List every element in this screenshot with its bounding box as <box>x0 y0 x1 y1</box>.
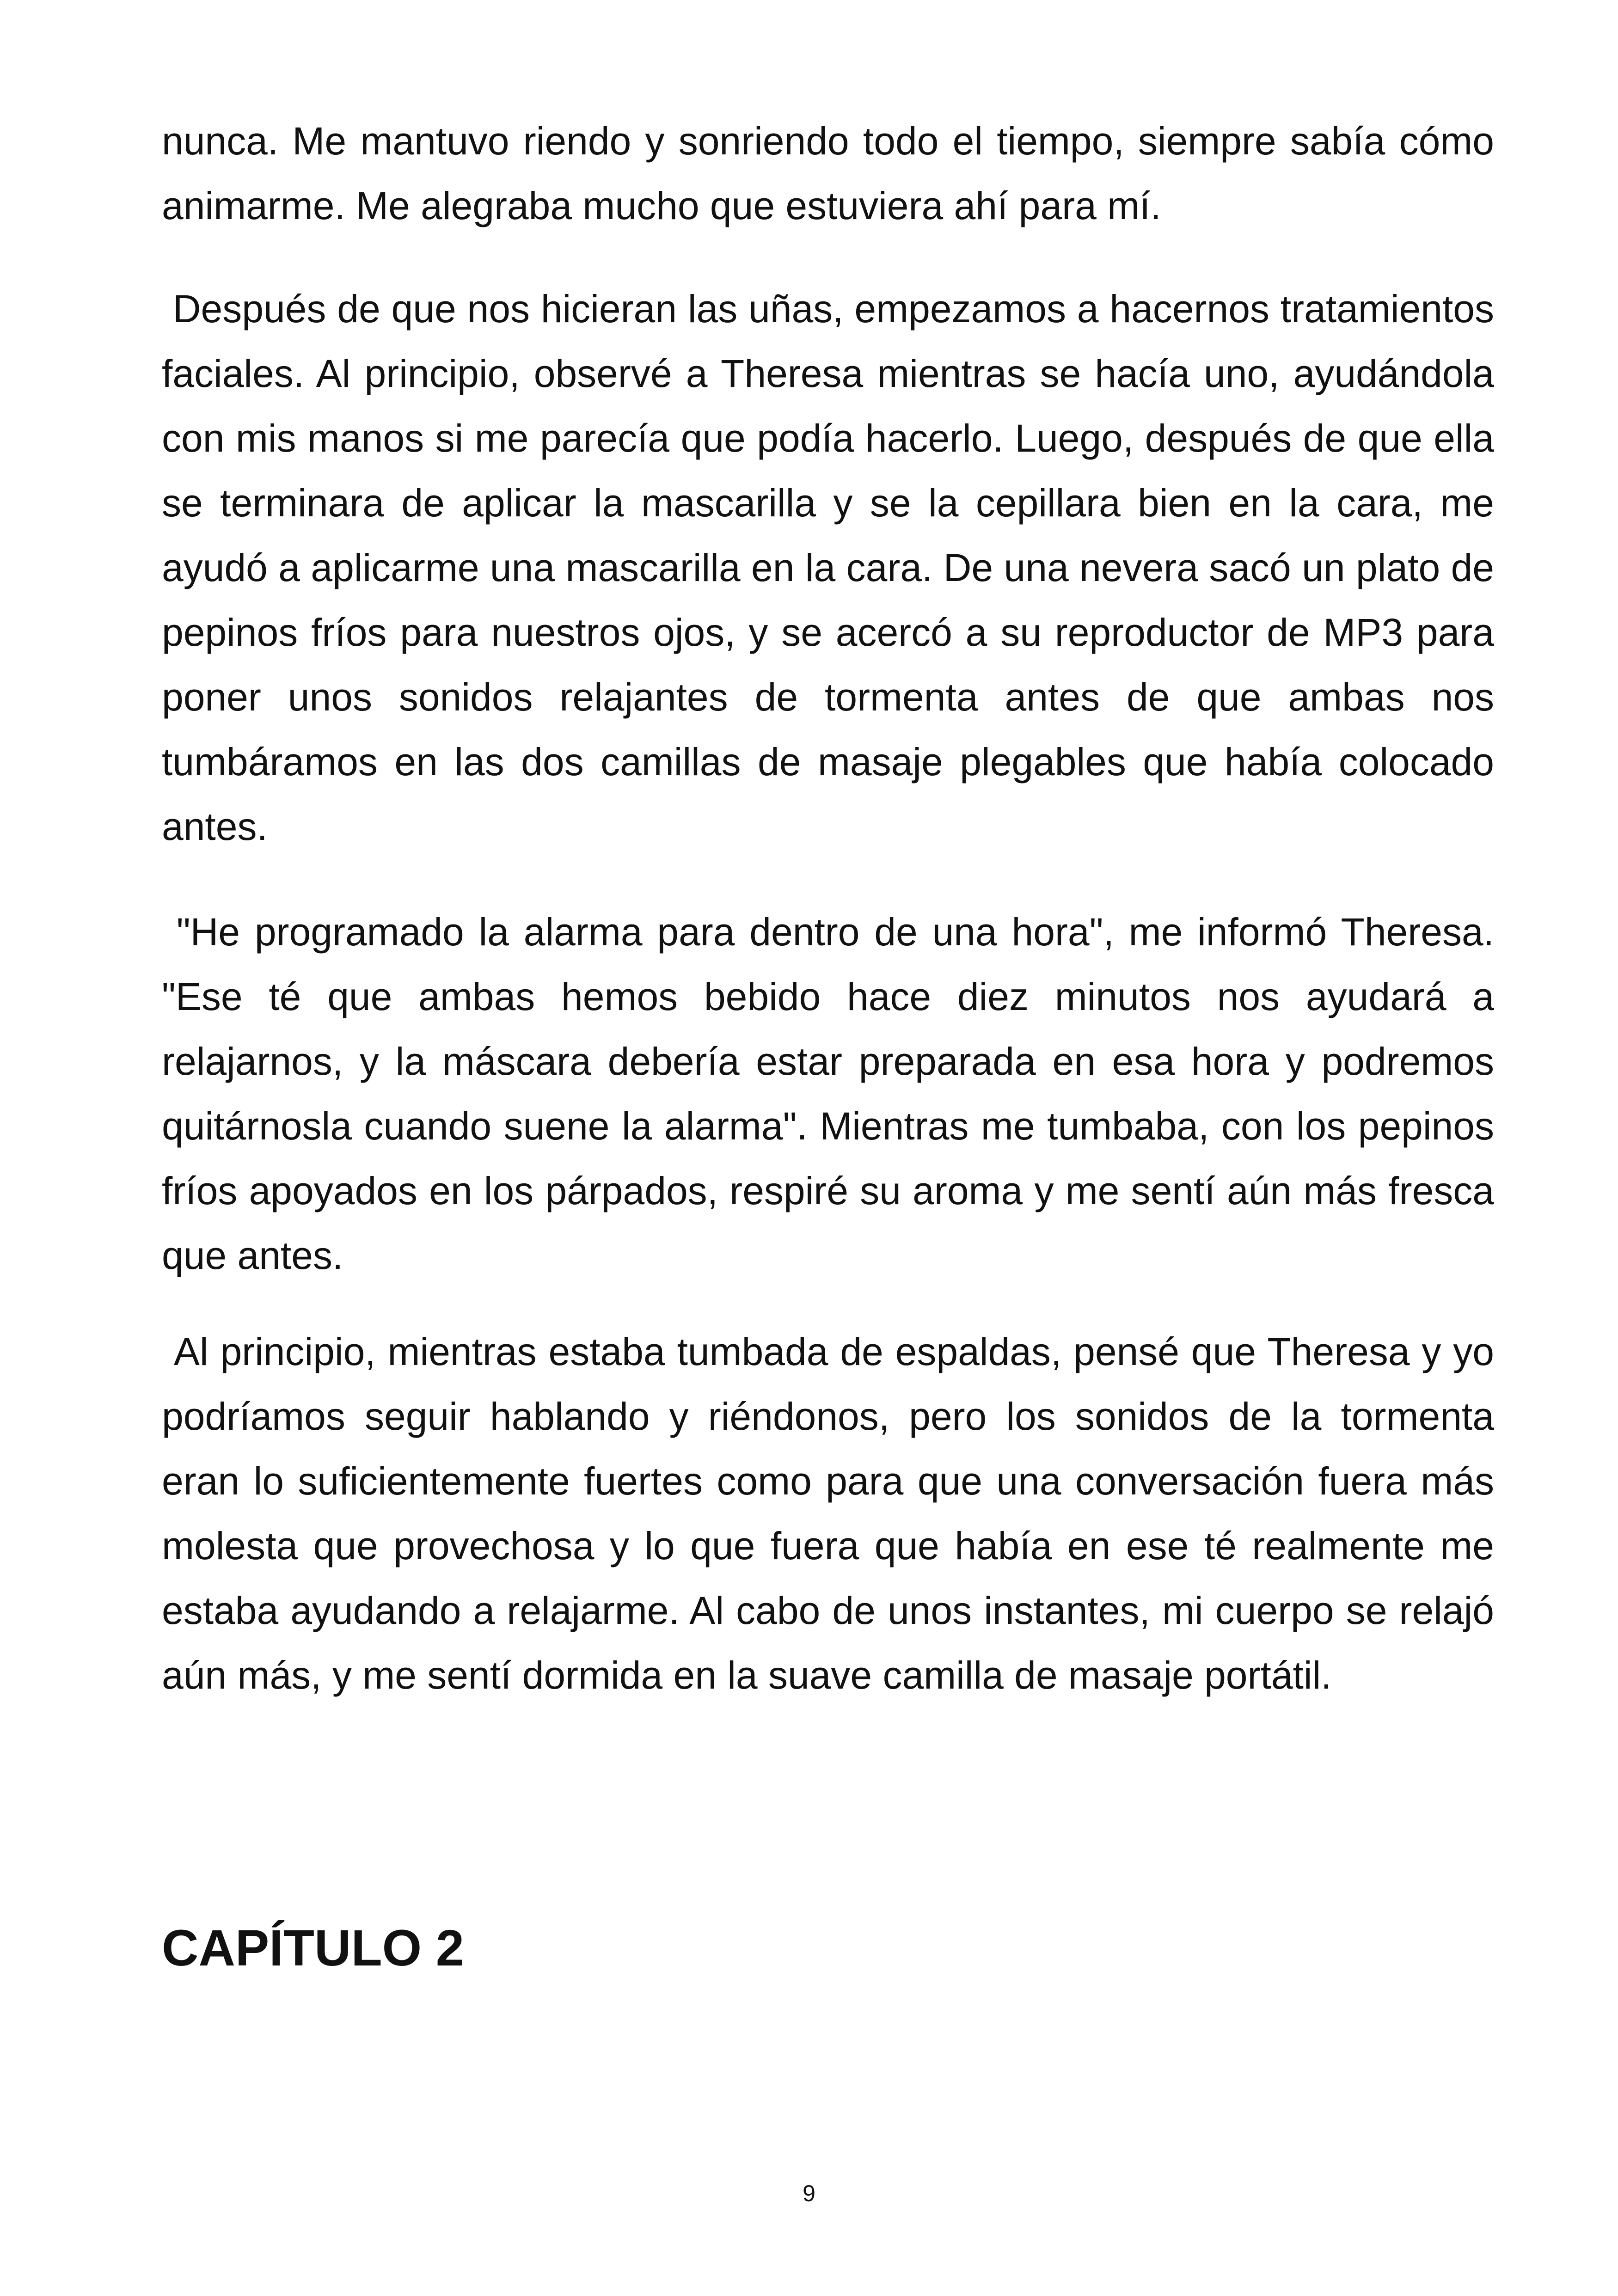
paragraph: nunca. Me mantuvo riendo y sonriendo todo el tiempo, siempre sabía cómo animarme. Me alegraba mucho que estuviera ahí para mí. <box>162 119 1494 227</box>
paragraph: Al principio, mientras estaba tumbada de espaldas, pensé que Theresa y yo podríamos seguir hablando y riéndonos, pero los sonidos de la tormenta eran lo suficientemente fuertes como para que una conversación fuera más molesta que provechosa y lo que fuera que había en ese té realmente me estaba ayudando a relajarme. Al cabo de unos instantes, mi cuerpo se relajó aún más, y me sentí dormida en la suave camilla de masaje portátil. <box>162 1330 1494 1697</box>
chapter-heading: CAPÍTULO 2 <box>162 1920 464 1977</box>
paragraph: Después de que nos hicieran las uñas, empezamos a hacernos tratamientos faciales. Al principio, observé a Theresa mientras se hacía uno, ayudándola con mis manos si me parecía que podía hacerlo. Luego, después de que ella se terminara de aplicar la mascarilla y se la cepillara bien en la cara, me ayudó a aplicarme una mascarilla en la cara. De una nevera sacó un plato de pepinos fríos para nuestros ojos, y se acercó a su reproductor de MP3 para poner unos sonidos relajantes de tormenta antes de que ambas nos tumbáramos en las dos camillas de masaje plegables que había colocado antes. <box>162 287 1494 848</box>
page-number: 9 <box>803 2180 815 2206</box>
paragraph: "He programado la alarma para dentro de una hora", me informó Theresa. "Ese té que ambas hemos bebido hace diez minutos nos ayudará a relajarnos, y la máscara debería estar preparada en esa hora y podremos quitárnosla cuando suene la alarma". Mientras me tumbaba, con los pepinos fríos apoyados en los párpados, respiré su aroma y me sentí aún más fresca que antes. <box>162 910 1495 1277</box>
